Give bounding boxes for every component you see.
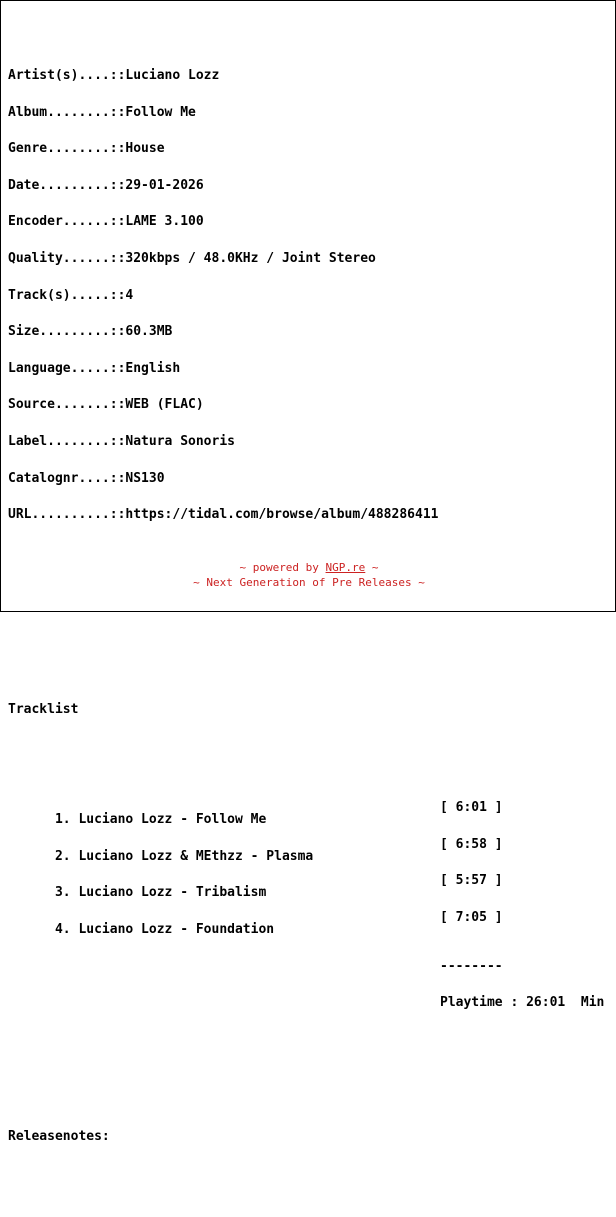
info-value-source: WEB (FLAC) [125,397,204,413]
info-value-date: 29-01-2026 [125,177,204,193]
info-label-url: URL..........:: [8,507,126,523]
track-title: 1. Luciano Lozz - Follow Me [54,812,267,828]
track-row [8,909,503,937]
playtime-total: Playtime : 26:01 Min [440,995,605,1011]
info-value-language: English [125,360,181,376]
info-label-tracks: Track(s).....:: [8,287,126,303]
info-value-url[interactable]: https://tidal.com/browse/album/488286411 [125,507,439,523]
nfo-content [8,9,605,1217]
info-row-language [8,360,438,376]
track-row [8,873,503,901]
tracklist-heading: Tracklist [8,702,79,718]
spacer-5 [8,1046,438,1058]
info-value-catalognr: NS130 [125,470,165,486]
info-label-language: Language.....:: [8,360,126,376]
info-row-artist [8,70,438,82]
footer-brand-link[interactable]: NGP.re [325,561,366,574]
info-value-genre: House [125,141,165,157]
info-row-label [8,433,438,449]
track-row [8,799,503,828]
info-label-size: Size.........:: [8,324,126,340]
playtime-row [8,995,605,1011]
spacer-3 [8,656,438,668]
info-row-album [8,104,438,120]
info-row-size [8,326,438,338]
info-label-artist: Artist(s)....:: [8,68,126,84]
info-label-source: Source.......:: [8,397,126,413]
info-label-genre: Genre........:: [8,141,126,157]
track-title: 2. Luciano Lozz & MEthzz - Plasma [54,848,314,864]
info-row-tracks [8,287,438,303]
spacer-4 [8,753,438,765]
info-label-catalognr: Catalognr....:: [8,470,126,486]
info-value-quality: 320kbps / 48.0KHz / Joint Stereo [125,250,376,266]
track-duration: [ 6:01 ] [440,799,503,815]
info-label-quality: Quality......:: [8,250,126,266]
releasenotes-body [8,1168,438,1180]
spacer-2 [8,619,438,631]
footer-tagline: ~ Next Generation of Pre Releases ~ [193,576,425,589]
tracklist-rule-row [8,958,503,974]
info-label-label: Label........:: [8,433,126,449]
info-value-size: 60.3MB [125,324,173,340]
track-duration: [ 6:58 ] [440,836,503,852]
info-value-tracks: 4 [125,287,134,303]
info-row-genre [8,143,438,155]
info-label-album: Album........:: [8,104,126,120]
info-label-date: Date.........:: [8,177,126,193]
release-info-block [8,46,438,546]
track-title: 4. Luciano Lozz - Foundation [54,921,275,937]
info-row-catalognr [8,470,438,486]
info-value-encoder: LAME 3.100 [125,214,204,230]
spacer-6 [8,1082,438,1094]
tracklist-rule: -------- [440,958,503,974]
info-value-album: Follow Me [125,104,196,120]
footer-suffix: ~ [365,561,379,574]
track-duration: [ 5:57 ] [440,873,503,889]
info-row-url [8,509,438,521]
info-row-quality [8,250,438,266]
info-row-date [8,177,438,193]
releasenotes-heading: Releasenotes: [8,1129,110,1145]
track-title: 3. Luciano Lozz - Tribalism [54,885,267,901]
footer-powered-by [1,561,616,574]
info-value-label: Natura Sonoris [125,433,235,449]
track-row [8,836,503,864]
track-duration: [ 7:05 ] [440,909,503,925]
info-value-artist: Luciano Lozz [125,68,220,84]
info-label-encoder: Encoder......:: [8,214,126,230]
footer-prefix: ~ powered by [239,561,326,574]
info-row-encoder [8,216,438,228]
info-row-source [8,399,438,411]
